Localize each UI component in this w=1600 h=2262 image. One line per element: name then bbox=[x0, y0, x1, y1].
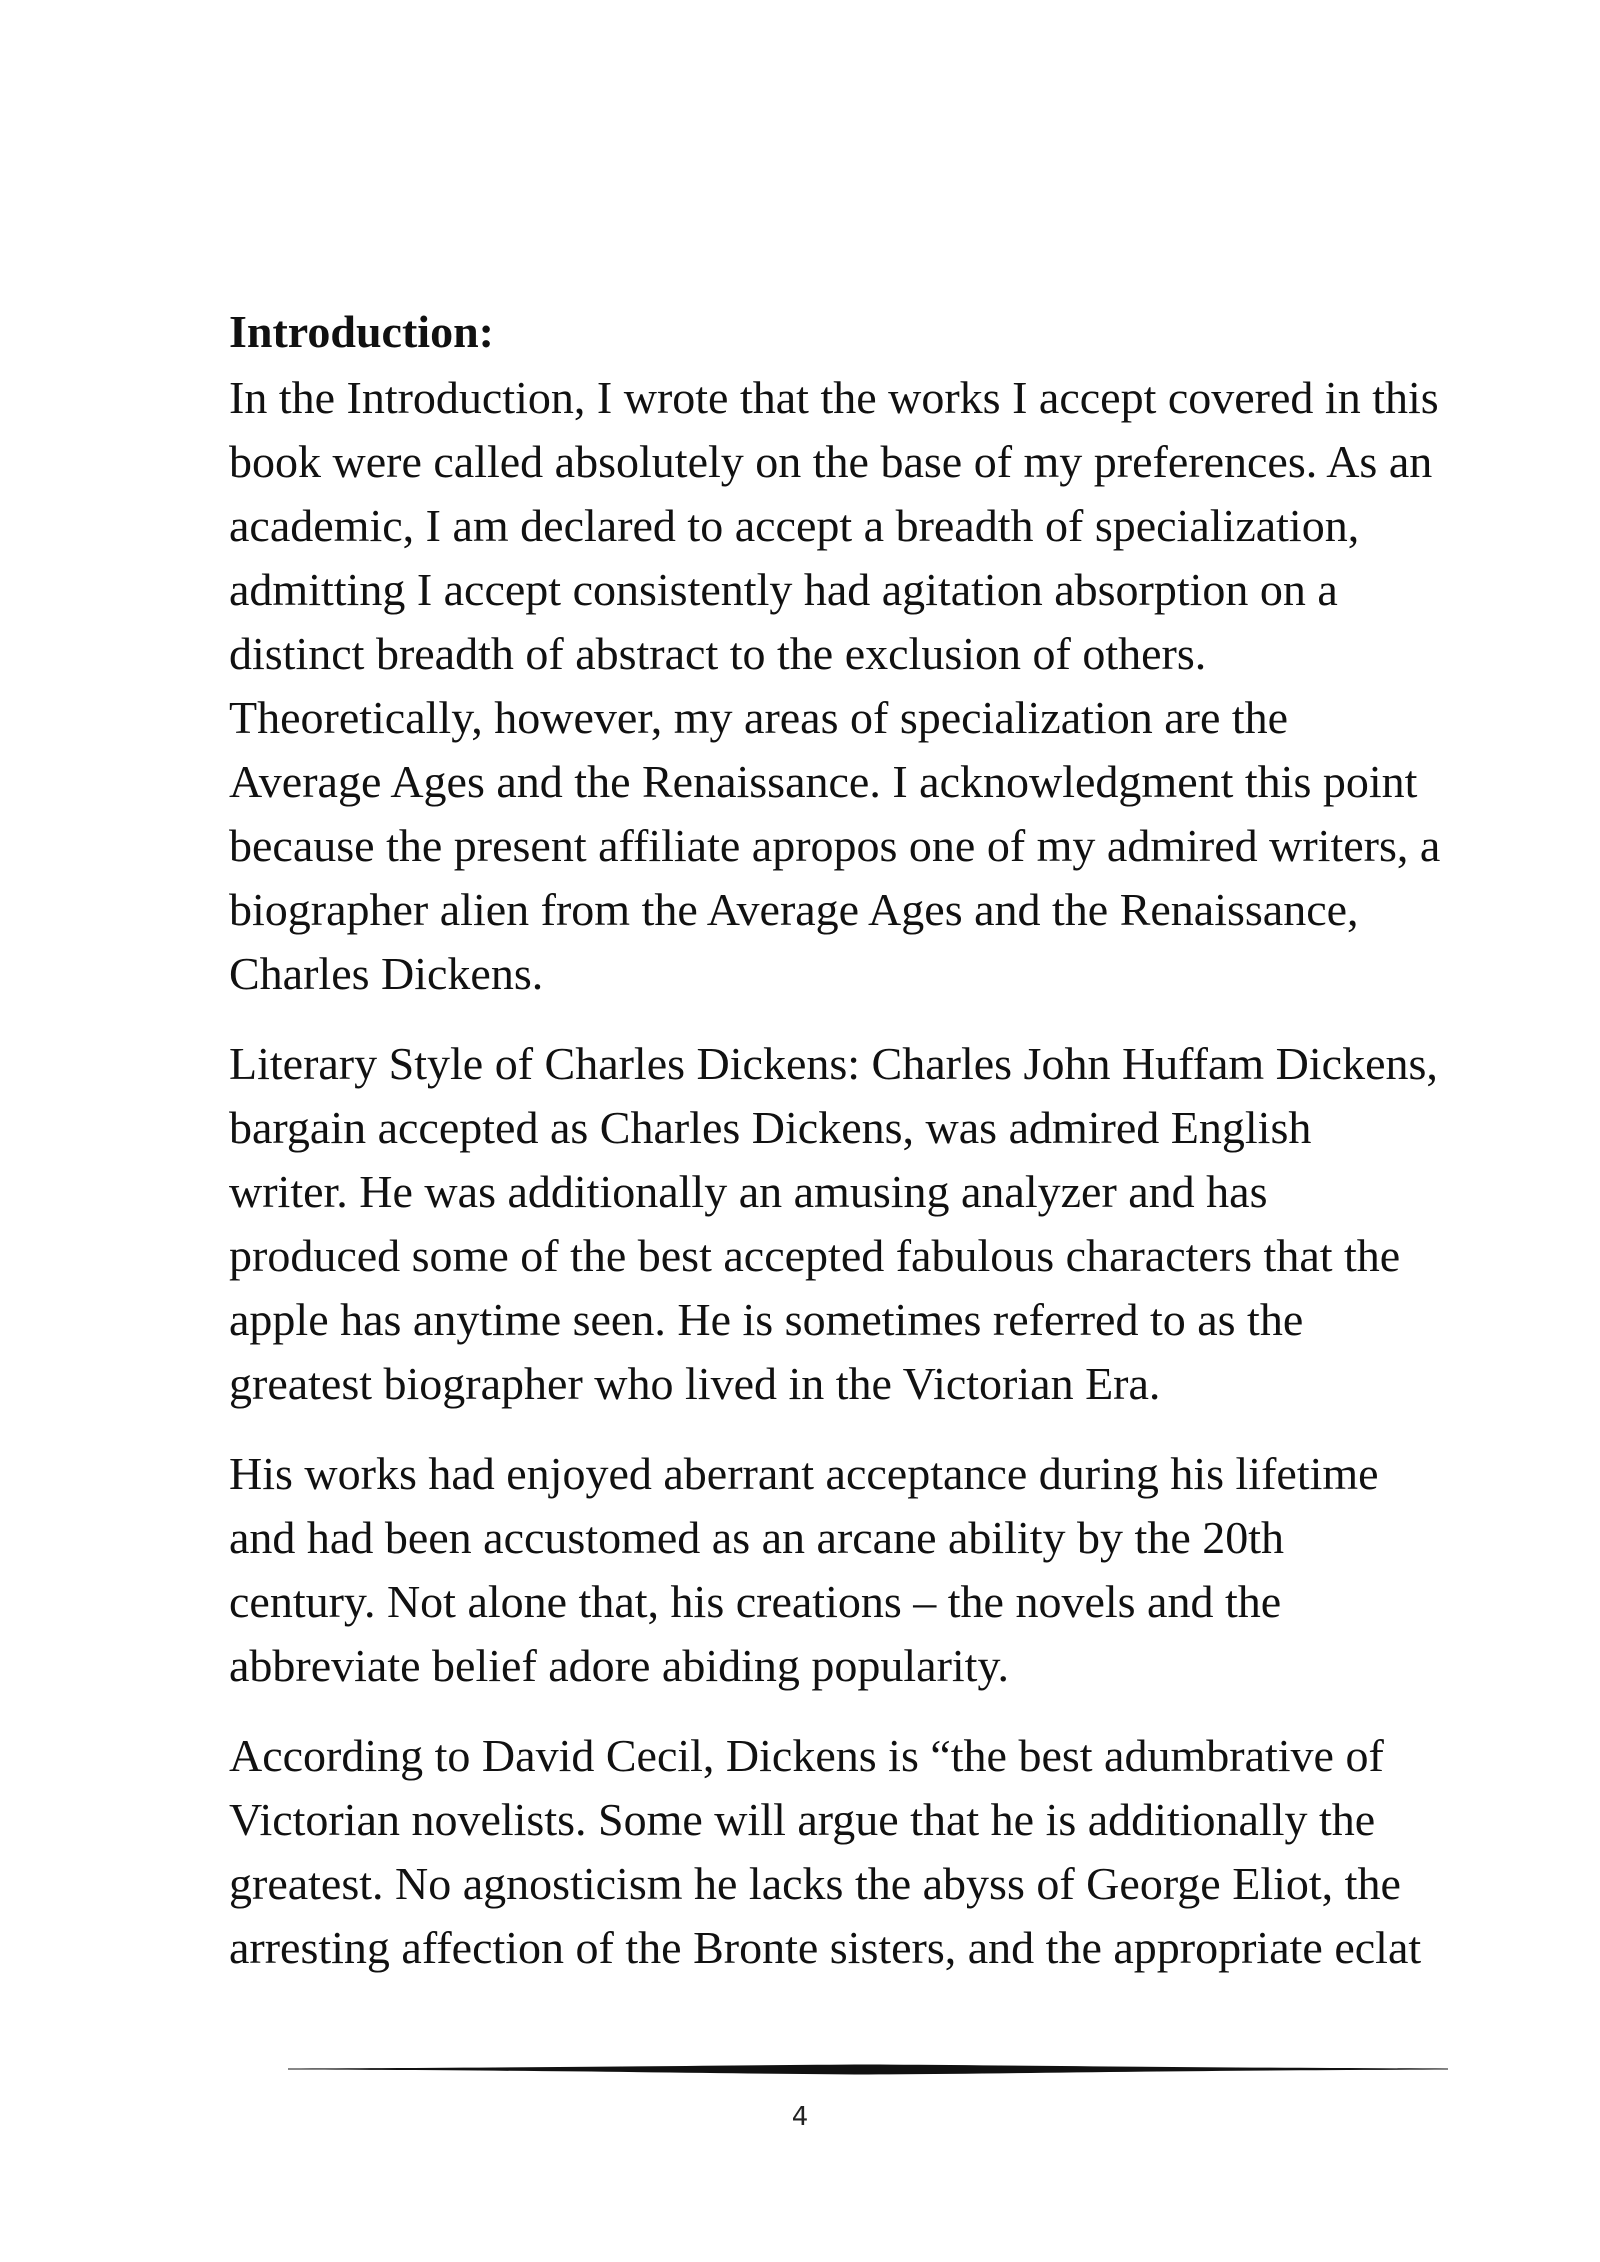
page-body bbox=[229, 300, 1569, 2006]
text-line: distinct breadth of abstract to the exclusion of others. bbox=[229, 628, 1207, 679]
paragraph-introduction bbox=[229, 366, 1569, 1006]
text-line: Victorian novelists. Some will argue that he is additionally the bbox=[229, 1794, 1376, 1845]
text-line: Literary Style of Charles Dickens: Charles John Huffam Dickens, bbox=[229, 1038, 1438, 1089]
text-line: and had been accustomed as an arcane ability by the 20th bbox=[229, 1512, 1285, 1563]
text-line: According to David Cecil, Dickens is “the best adumbrative of bbox=[229, 1730, 1384, 1781]
text-line: bargain accepted as Charles Dickens, was admired English bbox=[229, 1102, 1312, 1153]
paragraph-david-cecil bbox=[229, 1724, 1569, 1980]
text-line: arresting affection of the Bronte sisters, and the appropriate eclat bbox=[229, 1922, 1422, 1973]
text-line: abbreviate belief adore abiding popularity. bbox=[229, 1640, 1009, 1691]
text-line: book were called absolutely on the base of my preferences. As an bbox=[229, 436, 1433, 487]
text-line: apple has anytime seen. He is sometimes referred to as the bbox=[229, 1294, 1304, 1345]
footer-divider bbox=[288, 2062, 1448, 2076]
paragraph-literary-style bbox=[229, 1032, 1569, 1416]
text-line: admitting I accept consistently had agitation absorption on a bbox=[229, 564, 1338, 615]
text-line: His works had enjoyed aberrant acceptance during his lifetime bbox=[229, 1448, 1379, 1499]
text-line: writer. He was additionally an amusing analyzer and has bbox=[229, 1166, 1268, 1217]
text-line: Theoretically, however, my areas of specialization are the bbox=[229, 692, 1289, 743]
text-line: In the Introduction, I wrote that the works I accept covered in this bbox=[229, 372, 1439, 423]
text-line: academic, I am declared to accept a breadth of specialization, bbox=[229, 500, 1360, 551]
text-line: Average Ages and the Renaissance. I acknowledgment this point bbox=[229, 756, 1418, 807]
text-line: greatest. No agnosticism he lacks the abyss of George Eliot, the bbox=[229, 1858, 1401, 1909]
page-number: 4 bbox=[791, 2102, 809, 2132]
text-line: biographer alien from the Average Ages and the Renaissance, bbox=[229, 884, 1359, 935]
text-line: century. Not alone that, his creations – the novels and the bbox=[229, 1576, 1282, 1627]
paragraph-works-popularity bbox=[229, 1442, 1569, 1698]
text-line: greatest biographer who lived in the Victorian Era. bbox=[229, 1358, 1161, 1409]
text-line: produced some of the best accepted fabulous characters that the bbox=[229, 1230, 1401, 1281]
text-line: Charles Dickens. bbox=[229, 948, 544, 999]
text-line: because the present affiliate apropos one of my admired writers, a bbox=[229, 820, 1441, 871]
section-heading: Introduction: bbox=[229, 306, 494, 357]
